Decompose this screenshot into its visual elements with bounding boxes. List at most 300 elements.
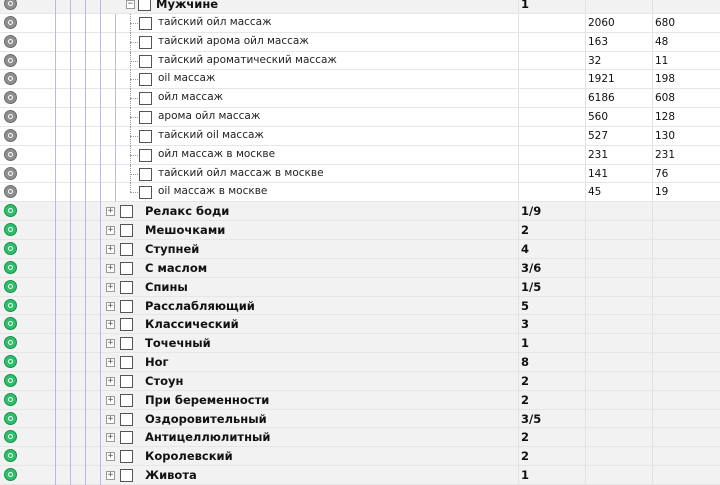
green-status-icon [4, 242, 17, 255]
tree-connector [130, 192, 138, 193]
green-status-icon [4, 204, 17, 217]
tree-guide-line [70, 447, 71, 466]
column-separator [585, 33, 586, 51]
expand-icon[interactable]: + [107, 338, 114, 349]
row-checkbox[interactable] [139, 92, 152, 105]
tree-connector [130, 61, 138, 62]
tree-guide-line [85, 353, 86, 372]
group-label: Ступней [145, 241, 200, 256]
grey-status-icon [4, 0, 17, 10]
frequency-value: 45 [588, 186, 602, 199]
column-separator [518, 410, 519, 428]
tree-guide-line [85, 165, 86, 184]
group-row[interactable] [0, 278, 720, 297]
group-label: Оздоровительный [145, 411, 267, 426]
tree-guide-line [100, 447, 101, 466]
group-row[interactable] [0, 391, 720, 410]
keyword-label: oil массаж в москве [158, 185, 268, 198]
tree-guide-line [70, 52, 71, 71]
group-row[interactable] [0, 428, 720, 447]
column-separator [585, 428, 586, 446]
group-row[interactable] [0, 410, 720, 429]
tree-guide-line [70, 372, 71, 391]
tree-guide-line [100, 52, 101, 71]
column-separator [585, 70, 586, 88]
tree-guide-line [55, 14, 56, 33]
keyword-label: ойл массаж [158, 91, 224, 104]
expand-icon[interactable]: + [107, 432, 114, 443]
tree-guide-line [85, 183, 86, 202]
keyword-row[interactable] [0, 146, 720, 165]
green-status-icon [4, 449, 17, 462]
column-separator [652, 240, 653, 258]
tree-guide-line [70, 466, 71, 485]
column-separator [652, 447, 653, 465]
green-status-icon [4, 223, 17, 236]
column-separator [585, 297, 586, 315]
column-separator [518, 466, 519, 484]
frequency-value: 163 [588, 35, 609, 48]
column-separator [652, 334, 653, 352]
row-checkbox[interactable] [139, 17, 152, 30]
row-checkbox[interactable] [139, 111, 152, 124]
column-separator [518, 14, 519, 32]
green-status-icon [4, 317, 17, 330]
tree-guide-line [100, 183, 101, 202]
green-status-icon [4, 412, 17, 425]
group-row[interactable] [0, 447, 720, 466]
column-separator [585, 391, 586, 409]
group-row[interactable] [0, 372, 720, 391]
frequency-value: 6186 [588, 92, 615, 105]
tree-guide-line [100, 372, 101, 391]
column-separator [652, 466, 653, 484]
tree-guide-line [55, 353, 56, 372]
column-separator [518, 202, 519, 220]
expand-icon[interactable]: + [107, 375, 114, 386]
column-separator [518, 428, 519, 446]
tree-guide-line [100, 315, 101, 334]
green-status-icon [4, 280, 17, 293]
column-separator [518, 278, 519, 296]
group-label: Мешочками [145, 223, 226, 238]
green-status-icon [4, 468, 17, 481]
tree-guide-line [85, 297, 86, 316]
column-separator [652, 127, 653, 145]
keyword-label: oil массаж [158, 72, 216, 85]
exact-frequency-value: 11 [655, 54, 669, 67]
tree-guide-line [70, 240, 71, 259]
tree-guide-line [70, 410, 71, 429]
tree-guide-line [55, 221, 56, 240]
column-separator [518, 33, 519, 51]
tree-guide-line [100, 259, 101, 278]
keyword-label: тайский арома ойл массаж [158, 34, 309, 47]
group-count: 2 [521, 430, 530, 445]
frequency-value: 141 [588, 167, 609, 180]
column-separator [518, 221, 519, 239]
tree-guide-line [70, 70, 71, 89]
group-row[interactable] [0, 315, 720, 334]
column-separator [585, 466, 586, 484]
tree-guide-line [70, 33, 71, 52]
expand-icon[interactable]: + [107, 470, 114, 481]
keyword-row[interactable] [0, 14, 720, 33]
keyword-row[interactable] [0, 165, 720, 184]
tree-guide-line [85, 259, 86, 278]
tree-guide-line [85, 315, 86, 334]
tree-guide-line [85, 372, 86, 391]
group-label: Точечный [145, 336, 211, 351]
tree-guide-line [85, 391, 86, 410]
group-label: Королевский [145, 449, 233, 464]
keyword-row[interactable] [0, 33, 720, 52]
tree-guide-line [85, 14, 86, 33]
tree-guide-line [55, 202, 56, 221]
frequency-value: 1921 [588, 73, 615, 86]
tree-guide-line [85, 0, 86, 14]
keyword-row[interactable] [0, 183, 720, 202]
row-checkbox[interactable] [139, 55, 152, 68]
column-separator [518, 372, 519, 390]
column-separator [585, 127, 586, 145]
tree-guide-line [55, 165, 56, 184]
tree-guide-line [85, 221, 86, 240]
column-separator [518, 297, 519, 315]
tree-guide-line [70, 259, 71, 278]
exact-frequency-value: 198 [655, 73, 676, 86]
tree-guide-line [85, 52, 86, 71]
column-separator [585, 108, 586, 126]
frequency-value: 32 [588, 54, 602, 67]
tree-row-parent[interactable] [0, 0, 720, 14]
tree-guide-line [100, 240, 101, 259]
tree-guide-line [70, 334, 71, 353]
keyword-label: тайский ойл массаж [158, 15, 272, 28]
column-separator [652, 183, 653, 201]
group-row[interactable] [0, 221, 720, 240]
row-checkbox[interactable] [120, 356, 133, 369]
group-row[interactable] [0, 259, 720, 278]
group-label: Классический [145, 317, 239, 332]
tree-guide-line [115, 183, 116, 202]
group-count: 1 [521, 468, 530, 483]
group-label: Спины [145, 279, 188, 294]
group-label: Стоун [145, 373, 184, 388]
tree-guide-line [85, 466, 86, 485]
tree-guide-line [55, 372, 56, 391]
column-separator [585, 221, 586, 239]
column-separator [585, 372, 586, 390]
keyword-row[interactable] [0, 127, 720, 146]
tree-guide-line [85, 89, 86, 108]
tree-guide-line [100, 70, 101, 89]
column-separator [652, 259, 653, 277]
tree-connector [130, 98, 138, 99]
keyword-label: тайский oil массаж [158, 128, 264, 141]
frequency-value: 2060 [588, 16, 615, 29]
tree-guide-line [55, 70, 56, 89]
column-separator [652, 372, 653, 390]
tree-guide-line [55, 259, 56, 278]
group-label: Антицеллюлитный [145, 430, 271, 445]
column-separator [652, 108, 653, 126]
group-label: Релакс боди [145, 204, 230, 219]
tree-guide-line [115, 108, 116, 127]
column-separator [652, 410, 653, 428]
tree-guide-line [100, 428, 101, 447]
tree-guide-line [55, 334, 56, 353]
row-checkbox[interactable] [120, 300, 133, 313]
column-separator [518, 108, 519, 126]
column-separator [518, 391, 519, 409]
column-separator [518, 240, 519, 258]
tree-guide-line [115, 127, 116, 146]
column-separator [518, 334, 519, 352]
keyword-label: тайский ойл массаж в москве [158, 166, 324, 179]
tree-guide-line [70, 315, 71, 334]
tree-guide-line [100, 202, 101, 221]
group-row[interactable] [0, 466, 720, 485]
green-status-icon [4, 299, 17, 312]
row-checkbox[interactable] [139, 149, 152, 162]
expand-icon[interactable]: + [107, 281, 114, 292]
keyword-label: ойл массаж в москве [158, 147, 276, 160]
expand-icon[interactable]: + [107, 319, 114, 330]
tree-guide-line [70, 202, 71, 221]
green-status-icon [4, 430, 17, 443]
tree-guide-line [55, 89, 56, 108]
row-checkbox[interactable] [139, 130, 152, 143]
column-separator [652, 428, 653, 446]
expand-icon[interactable]: − [127, 0, 134, 9]
row-checkbox[interactable] [120, 431, 133, 444]
column-separator [652, 33, 653, 51]
row-checkbox[interactable] [120, 224, 133, 237]
tree-guide-line [100, 108, 101, 127]
column-separator [585, 52, 586, 70]
frequency-value: 527 [588, 129, 609, 142]
frequency-value: 560 [588, 111, 609, 124]
tree-guide-line [55, 52, 56, 71]
expand-icon[interactable]: + [107, 413, 114, 424]
tree-connector [130, 174, 138, 175]
column-separator [518, 183, 519, 201]
row-checkbox[interactable] [138, 0, 151, 11]
column-separator [518, 447, 519, 465]
row-checkbox[interactable] [139, 73, 152, 86]
column-separator [652, 52, 653, 70]
expand-icon[interactable]: + [107, 243, 114, 254]
group-count: 1 [521, 0, 530, 11]
column-separator [652, 0, 653, 13]
column-separator [585, 259, 586, 277]
column-separator [585, 334, 586, 352]
tree-guide-line [55, 428, 56, 447]
tree-connector [130, 79, 138, 80]
tree-connector [130, 155, 138, 156]
group-row[interactable] [0, 240, 720, 259]
exact-frequency-value: 680 [655, 16, 676, 29]
column-separator [585, 202, 586, 220]
green-status-icon [4, 336, 17, 349]
exact-frequency-value: 48 [655, 35, 669, 48]
row-checkbox[interactable] [139, 36, 152, 49]
expand-icon[interactable]: + [107, 225, 114, 236]
group-label: Живота [145, 468, 197, 483]
tree-guide-line [115, 89, 116, 108]
tree-guide-line [100, 0, 101, 14]
column-separator [652, 165, 653, 183]
column-separator [585, 183, 586, 201]
keyword-label: тайский ароматический массаж [158, 53, 337, 66]
tree-guide-line [55, 297, 56, 316]
column-separator [652, 70, 653, 88]
column-separator [652, 89, 653, 107]
green-status-icon [4, 374, 17, 387]
group-label: С маслом [145, 260, 208, 275]
row-checkbox[interactable] [120, 375, 133, 388]
tree-guide-line [85, 428, 86, 447]
row-checkbox[interactable] [120, 318, 133, 331]
exact-frequency-value: 76 [655, 167, 669, 180]
row-checkbox[interactable] [120, 450, 133, 463]
tree-guide-line [85, 410, 86, 429]
exact-frequency-value: 231 [655, 148, 676, 161]
tree-guide-line [85, 447, 86, 466]
tree-guide-line [85, 70, 86, 89]
grey-status-icon [4, 148, 17, 161]
column-separator [518, 0, 519, 13]
tree-guide-line [100, 127, 101, 146]
tree-guide-line [70, 0, 71, 14]
tree-connector [130, 117, 138, 118]
group-count: 2 [521, 373, 530, 388]
row-checkbox[interactable] [120, 337, 133, 350]
row-checkbox[interactable] [120, 262, 133, 275]
tree-guide-line [55, 33, 56, 52]
column-separator [585, 146, 586, 164]
tree-guide-line [115, 146, 116, 165]
keyword-row[interactable] [0, 108, 720, 127]
group-count: 1 [521, 336, 530, 351]
tree-guide-line [70, 353, 71, 372]
tree-guide-line [85, 240, 86, 259]
tree-guide-line [115, 14, 116, 33]
column-separator [585, 447, 586, 465]
column-separator [652, 14, 653, 32]
row-checkbox[interactable] [120, 469, 133, 482]
grey-status-icon [4, 185, 17, 198]
keyword-row[interactable] [0, 89, 720, 108]
keyword-row[interactable] [0, 52, 720, 71]
column-separator [518, 165, 519, 183]
tree-guide-line [100, 221, 101, 240]
group-count: 8 [521, 355, 530, 370]
column-separator [652, 202, 653, 220]
tree-guide-line [85, 278, 86, 297]
expand-icon[interactable]: + [107, 300, 114, 311]
green-status-icon [4, 261, 17, 274]
tree-guide-line [85, 33, 86, 52]
column-separator [652, 146, 653, 164]
group-count: 2 [521, 223, 530, 238]
exact-frequency-value: 19 [655, 186, 669, 199]
row-checkbox[interactable] [139, 186, 152, 199]
column-separator [518, 70, 519, 88]
tree-guide-line [70, 165, 71, 184]
exact-frequency-value: 608 [655, 92, 676, 105]
column-separator [585, 410, 586, 428]
column-separator [518, 315, 519, 333]
tree-guide-line [55, 127, 56, 146]
group-row[interactable] [0, 297, 720, 316]
tree-guide-line [85, 202, 86, 221]
tree-connector [130, 136, 138, 137]
tree-guide-line [85, 146, 86, 165]
column-separator [518, 353, 519, 371]
tree-guide-line [70, 146, 71, 165]
frequency-value: 231 [588, 148, 609, 161]
row-checkbox[interactable] [120, 243, 133, 256]
row-checkbox[interactable] [120, 394, 133, 407]
tree-guide-line [115, 165, 116, 184]
column-separator [585, 278, 586, 296]
tree-guide-line [55, 410, 56, 429]
tree-guide-line [100, 146, 101, 165]
row-checkbox[interactable] [139, 168, 152, 181]
group-count: 2 [521, 392, 530, 407]
expand-icon[interactable]: + [107, 394, 114, 405]
tree-guide-line [70, 108, 71, 127]
column-separator [518, 146, 519, 164]
tree-guide-line [100, 466, 101, 485]
row-checkbox[interactable] [120, 205, 133, 218]
tree-guide-line [70, 297, 71, 316]
green-status-icon [4, 393, 17, 406]
row-checkbox[interactable] [120, 281, 133, 294]
group-label: Ног [145, 355, 169, 370]
column-separator [585, 14, 586, 32]
column-separator [585, 315, 586, 333]
tree-guide-line [55, 466, 56, 485]
keyword-row[interactable] [0, 70, 720, 89]
column-separator [652, 391, 653, 409]
grey-status-icon [4, 167, 17, 180]
group-row[interactable] [0, 334, 720, 353]
tree-connector [130, 23, 138, 24]
tree-guide-line [100, 353, 101, 372]
tree-guide-line [100, 33, 101, 52]
group-count: 5 [521, 298, 530, 313]
green-status-icon [4, 355, 17, 368]
expand-icon[interactable]: + [107, 357, 114, 368]
grey-status-icon [4, 129, 17, 142]
column-separator [652, 278, 653, 296]
row-checkbox[interactable] [120, 413, 133, 426]
expand-icon[interactable]: + [107, 206, 114, 217]
group-row[interactable] [0, 202, 720, 221]
group-row[interactable] [0, 353, 720, 372]
group-label: При беременности [145, 392, 270, 407]
expand-icon[interactable]: + [107, 451, 114, 462]
tree-guide-line [70, 221, 71, 240]
group-count: 1/5 [521, 279, 542, 294]
column-separator [652, 221, 653, 239]
tree-guide-line [100, 14, 101, 33]
expand-icon[interactable]: + [107, 262, 114, 273]
tree-guide-line [55, 183, 56, 202]
